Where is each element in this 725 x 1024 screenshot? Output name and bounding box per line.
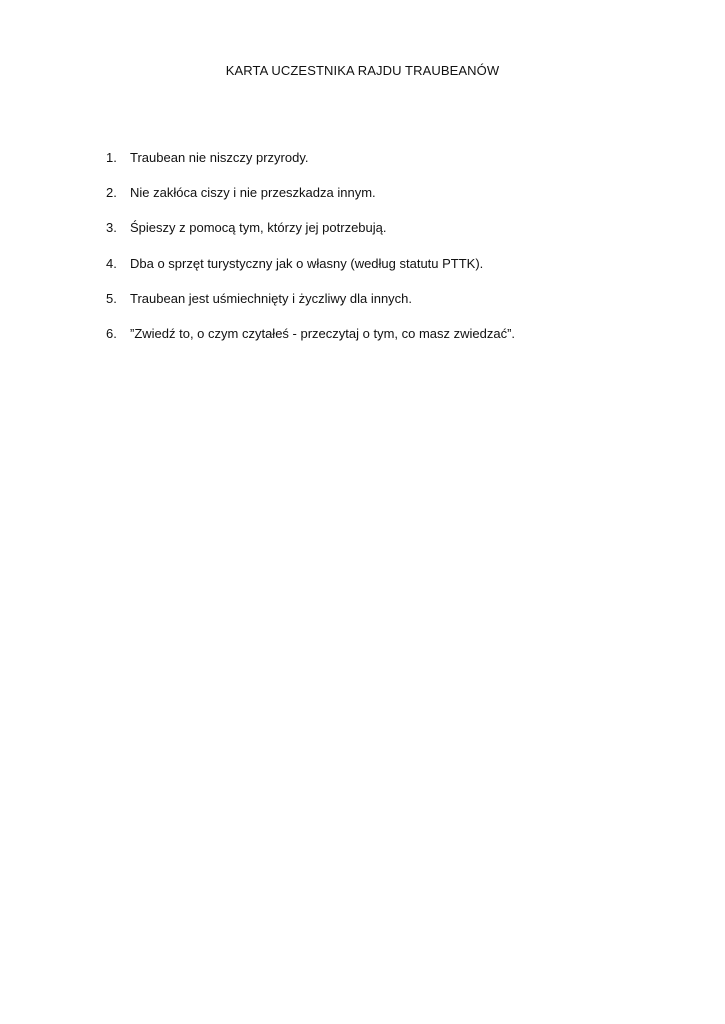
rule-number: 6. <box>106 325 117 341</box>
rule-item <box>106 184 666 219</box>
rule-text: Traubean nie niszczy przyrody. <box>130 150 309 165</box>
rule-text: Dba o sprzęt turystyczny jak o własny (według statutu PTTK). <box>130 255 484 271</box>
rule-number: 4. <box>106 255 117 271</box>
rule-number: 1. <box>106 150 117 165</box>
rule-number: 3. <box>106 220 117 236</box>
rule-item <box>106 255 666 290</box>
rule-item <box>106 219 666 254</box>
rule-text: Nie zakłóca ciszy i nie przeszkadza innym. <box>130 185 376 201</box>
document-title: KARTA UCZESTNIKA RAJDU TRAUBEANÓW <box>225 63 500 78</box>
rule-text: Traubean jest uśmiechnięty i życzliwy dla innych. <box>130 290 413 306</box>
rule-item <box>106 149 666 184</box>
rule-number: 2. <box>106 185 117 201</box>
rule-number: 5. <box>106 290 117 306</box>
rule-text: Śpieszy z pomocą tym, którzy jej potrzebują. <box>130 220 387 236</box>
rules-list <box>106 149 666 360</box>
rule-item <box>106 325 666 360</box>
rule-text: ”Zwiedź to, o czym czytałeś - przeczytaj o tym, co masz zwiedzać”. <box>130 325 516 341</box>
rule-item <box>106 290 666 325</box>
